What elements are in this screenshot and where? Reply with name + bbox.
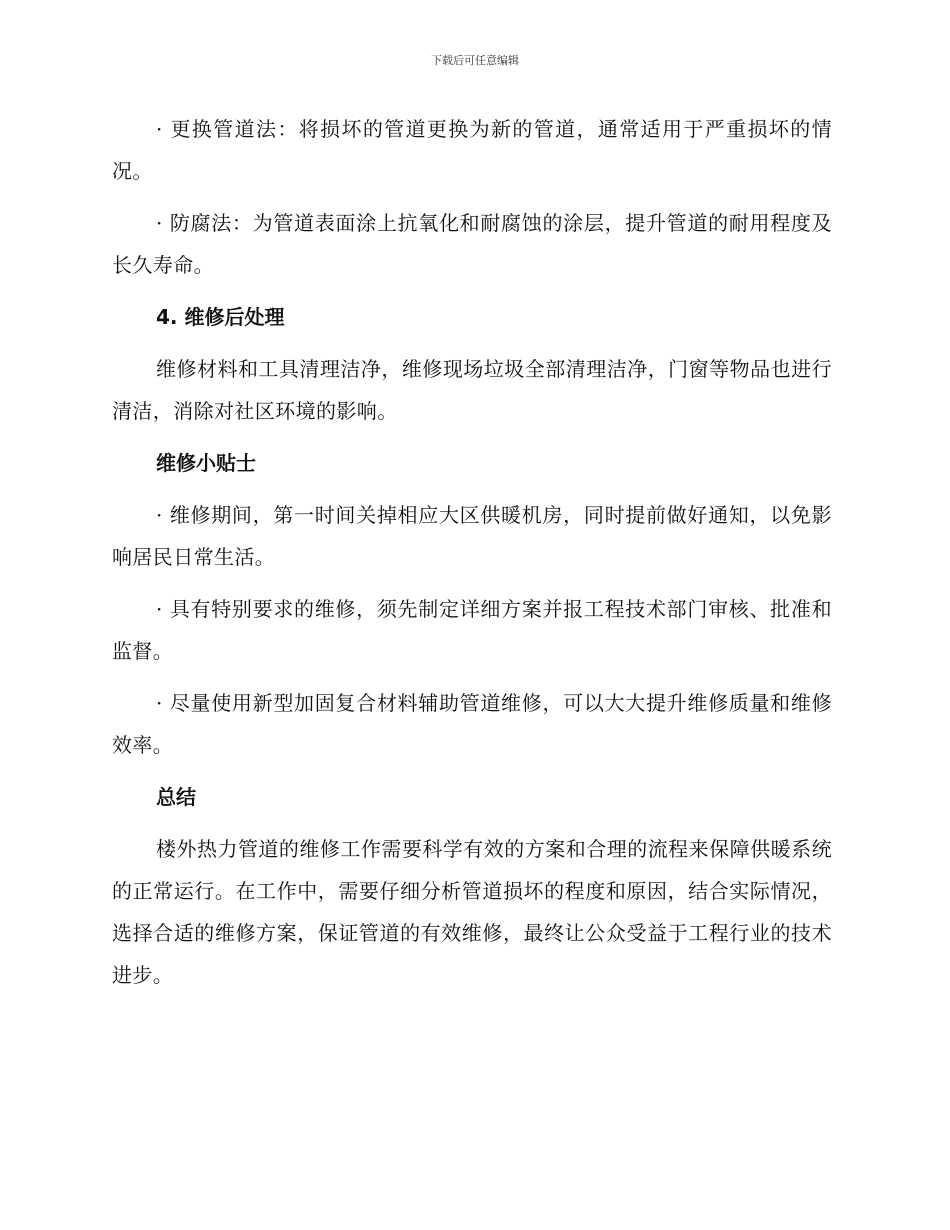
bullet-tip-special-requirements: · 具有特别要求的维修，须先制定详细方案并报工程技术部门审核、批准和监督。 <box>112 597 832 663</box>
document-body <box>112 108 832 1006</box>
paragraph-post-repair: 维修材料和工具清理洁净，维修现场垃圾全部清理洁净，门窗等物品也进行清洁，消除对社区环境的影响。 <box>112 357 832 423</box>
paragraph-summary: 楼外热力管道的维修工作需要科学有效的方案和合理的流程来保障供暖系统的正常运行。在工作中，需要仔细分析管道损坏的程度和原因，结合实际情况，选择合适的维修方案，保证管道的有效维修，最终让公众受益于工程行业的技术进步。 <box>112 837 832 987</box>
bullet-anticorrosion: · 防腐法：为管道表面涂上抗氧化和耐腐蚀的涂层，提升管道的耐用程度及长久寿命。 <box>112 211 832 277</box>
section-heading-tips: 维修小贴士 <box>156 451 256 475</box>
section-heading-post-repair: 4. 维修后处理 <box>156 305 285 329</box>
section-heading-summary: 总结 <box>156 785 196 809</box>
bullet-replace-pipe: · 更换管道法：将损坏的管道更换为新的管道，通常适用于严重损坏的情况。 <box>112 117 832 183</box>
bullet-tip-heating-room: · 维修期间，第一时间关掉相应大区供暖机房，同时提前做好通知，以免影响居民日常生活。 <box>112 503 832 569</box>
bullet-tip-composite-materials: · 尽量使用新型加固复合材料辅助管道维修，可以大大提升维修质量和维修效率。 <box>112 691 832 757</box>
page-header: 下载后可任意编辑 <box>431 54 519 67</box>
